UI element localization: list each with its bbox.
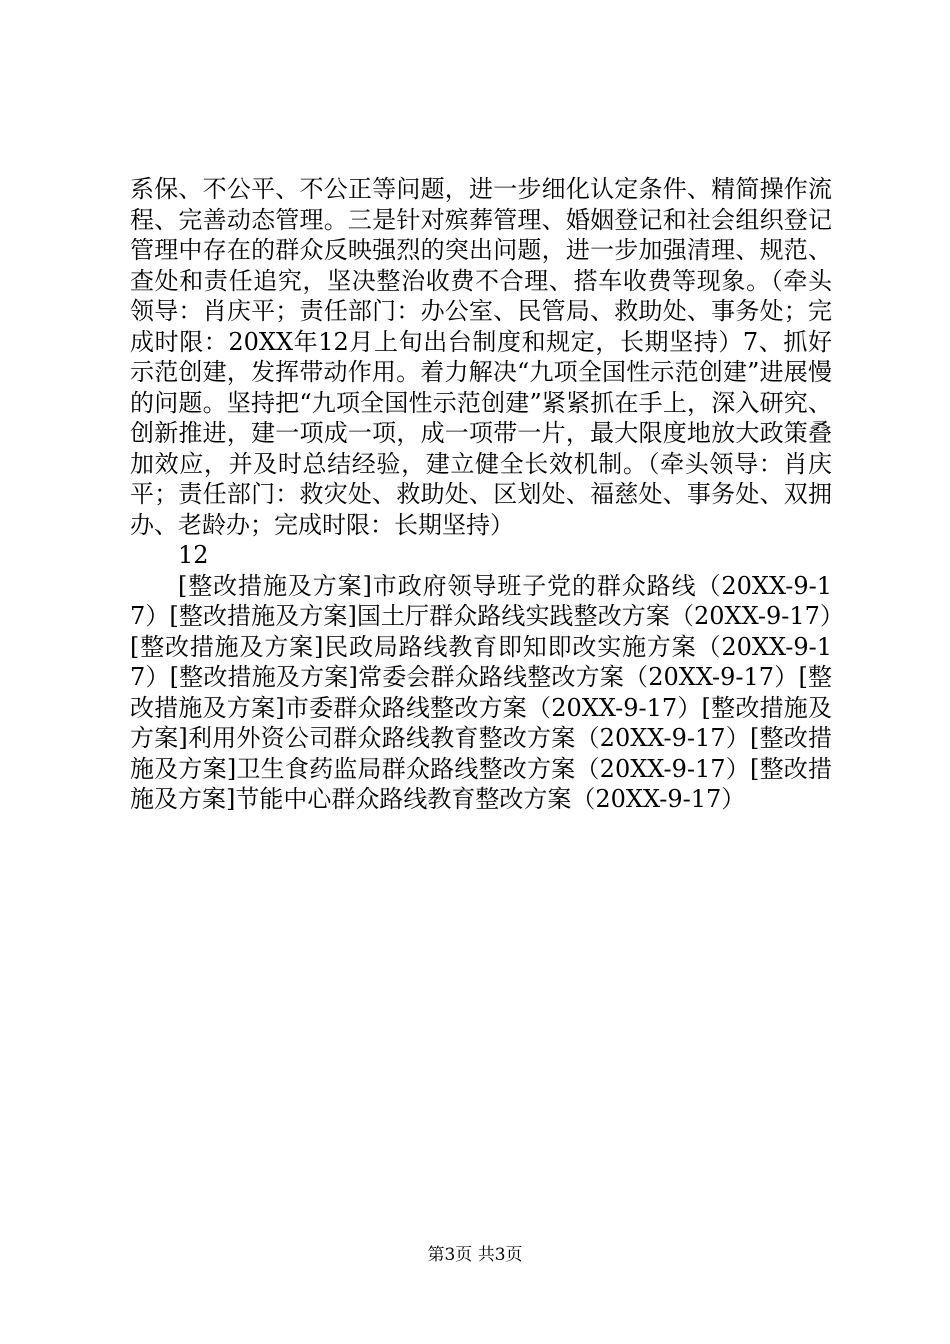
body-paragraph-1: 系保、不公平、不公正等问题，进一步细化认定条件、精简操作流程、完善动态管理。三是针对殡葬管理、婚姻登记和社会组织登记管理中存在的群众反映强烈的突出问题，进一步加强清理、规范、查处和责任追究，坚决整治收费不合理、搭车收费等现象。（牵头领导：肖庆平；责任部门：办公室、民管局、救助处、事务处；完成时限：20XX年12月上旬出台制度和规定，长期坚持）7、抓好示范创建，发挥带动作用。着力解决“九项全国性示范创建”进展慢的问题。坚持把“九项全国性示范创建”紧紧抓在手上，深入研究、创新推进，建一项成一项，成一项带一片，最大限度地放大政策叠加效应，并及时总结经验，建立健全长效机制。（牵头领导：肖庆平；责任部门：救灾处、救助处、区划处、福慈处、事务处、双拥办、老龄办；完成时限：长期坚持）: [130, 175, 832, 539]
document-body: [130, 174, 832, 815]
page-footer: 第3页 共3页: [427, 1245, 523, 1265]
body-paragraph-2: [整改措施及方案]市政府领导班子党的群众路线（20XX-9-17）[整改措施及方案]国土厅群众路线实践整改方案（20XX-9-17）[整改措施及方案]民政局路线教育即知即改实施方案（20XX-9-17）[整改措施及方案]常委会群众路线整改方案（20XX-9-17）[整改措施及方案]市委群众路线整改方案（20XX-9-17）[整改措施及方案]利用外资公司群众路线教育整改方案（20XX-9-17）[整改措施及方案]卫生食药监局群众路线整改方案（20XX-9-17）[整改措施及方案]节能中心群众路线教育整改方案（20XX-9-17）: [130, 571, 832, 813]
inline-page-number: 12: [178, 541, 209, 569]
